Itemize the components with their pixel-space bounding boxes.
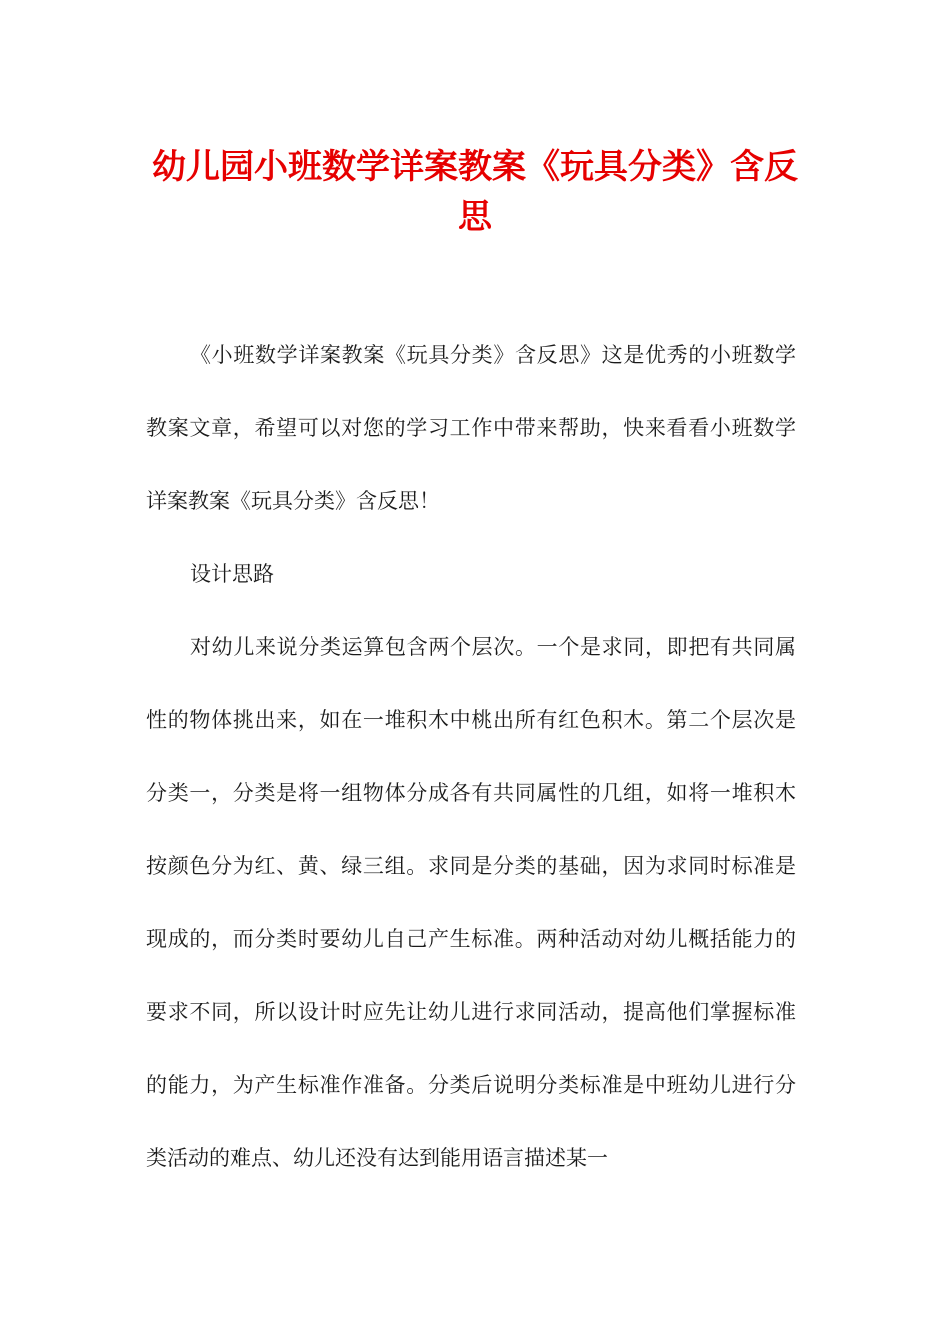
intro-paragraph: 《小班数学详案教案《玩具分类》含反思》这是优秀的小班数学教案文章，希望可以对您的学习工作中带来帮助，快来看看小班数学详案教案《玩具分类》含反思！ [146, 343, 796, 513]
document-title: 幼儿园小班数学详案教案《玩具分类》含反思 [152, 147, 798, 237]
body-paragraph: 对幼儿来说分类运算包含两个层次。一个是求同，即把有共同属性的物体挑出来，如在一堆积木中桃出所有红色积木。第二个层次是分类一，分类是将一组物体分成各有共同属性的几组，如将一堆积木按颜色分为红、黄、绿三组。求同是分类的基础，因为求同时标准是现成的，而分类时要幼儿自己产生标准。两种活动对幼儿概括能力的要求不同，所以设计时应先让幼儿进行求同活动，提高他们掌握标准的能力，为产生标准作准备。分类后说明分类标准是中班幼儿进行分类活动的难点、幼儿还没有达到能用语言描述某一 [146, 635, 796, 1170]
document-body [146, 319, 796, 1195]
section-heading-design-idea: 设计思路 [190, 562, 274, 586]
